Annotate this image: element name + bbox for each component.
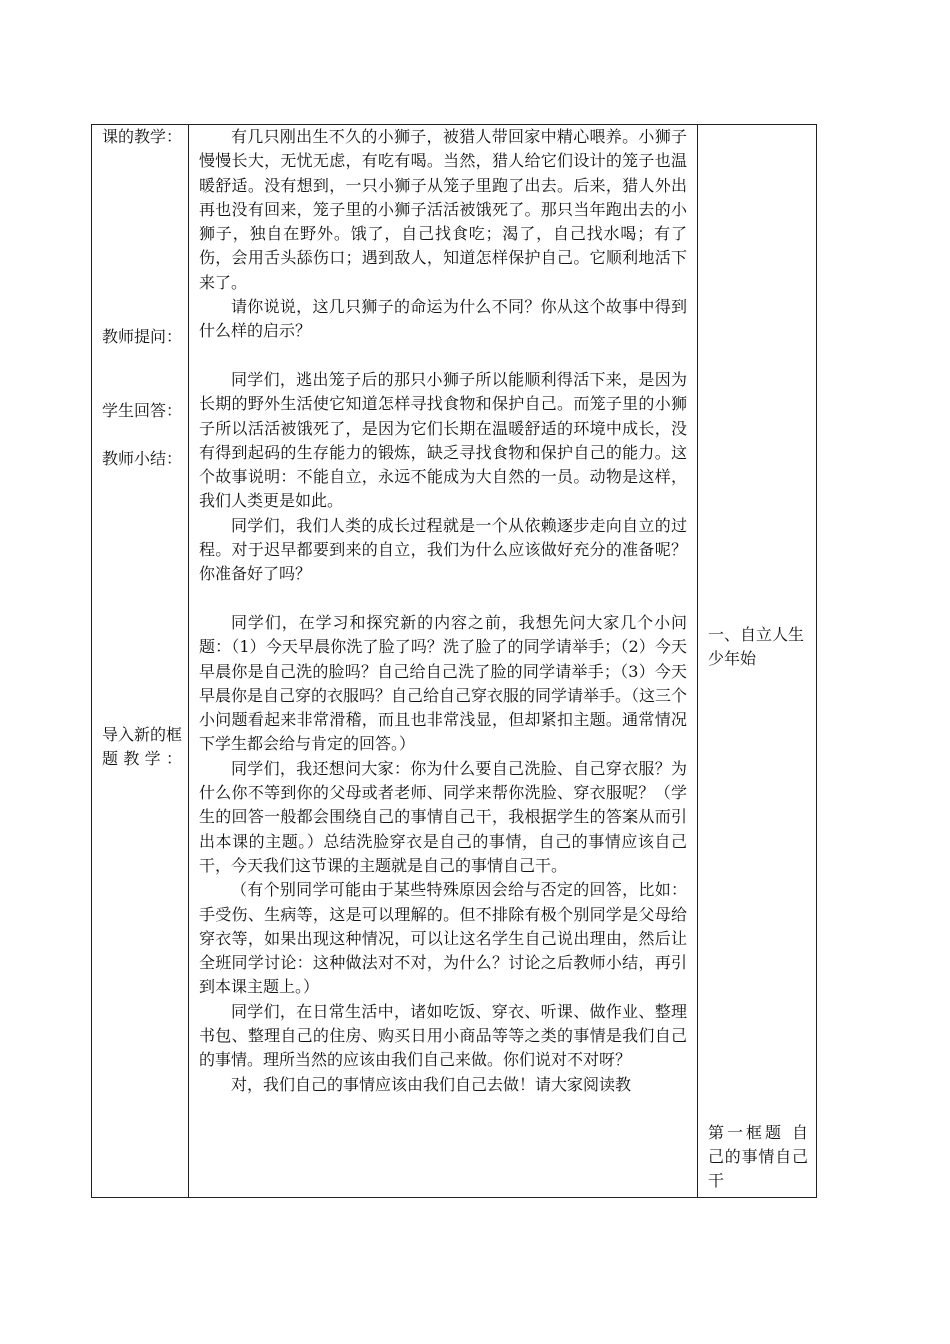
label-intro-frame-teaching: 导入新的框题教学：: [102, 725, 183, 768]
lesson-content: [199, 125, 687, 1097]
transition-paragraph: 同学们，我们人类的成长过程就是一个从依赖逐步走向自立的过程。对于迟早都要到来的自立，我们为什么应该做好充分的准备呢？你准备好了吗？: [199, 515, 687, 584]
summary-paragraph: 同学们，逃出笼子后的那只小狮子所以能顺利得活下来，是因为长期的野外生活使它知道怎样寻找食物和保护自己。而笼子里的小狮子所以活活被饿死了，是因为它们长期在温暖舒适的环境中成长，没有得到起码的生存能力的锻炼，缺乏寻找食物和保护自己的能力。这个故事说明：不能自立，永远不能成为大自然的一员。动物是这样，我们人类更是如此。: [199, 369, 687, 511]
label-lesson-teaching: 课的教学：: [102, 127, 183, 146]
label-column: [92, 125, 189, 1198]
intro-questions-paragraph: 同学们，在学习和探究新的内容之前，我想先问大家几个小问题：（1）今天早晨你洗了脸了吗？洗了脸了的同学请举手；（2）今天早晨你是自己洗的脸吗？自己给自己洗了脸的同学请举手；（3）今天早晨你是自己穿的衣服吗？自己给自己穿衣服的同学请举手。（这三个小问题看起来非常滑稽，而且也非常浅显，但却紧扣主题。通常情况下学生都会给与肯定的回答。）: [199, 612, 688, 754]
topic-column: [698, 125, 817, 1198]
note-paragraph: （有个别同学可能由于某些特殊原因会给与否定的回答，比如：手受伤、生病等，这是可以理解的。但不排除有极个别同学是父母给穿衣等，如果出现这种情况，可以让这名学生自己说出理由，然后让全班同学讨论：这种做法对不对，为什么？讨论之后教师小结，再引到本课主题上。）: [199, 880, 687, 997]
section-title: 一、自立人生少年始: [708, 625, 805, 668]
daily-life-paragraph: 同学们，在日常生活中，诸如吃饭、穿衣、听课、做作业、整理书包、整理自己的住房、购买日用小商品等等之类的事情是我们自己的事情。理所当然的应该由我们自己来做。你们说对不对呀？: [199, 1001, 687, 1070]
frame-title: 第一框题 自己的事情自己干: [708, 1123, 808, 1190]
content-column: [189, 125, 698, 1198]
follow-up-paragraph: 同学们，我还想问大家：你为什么要自己洗脸、自己穿衣服？为什么你不等到你的父母或者老师、同学来帮你洗脸、穿衣服呢？（学生的回答一般都会围绕自己的事情自己干，我根据学生的答案从而引出本课的主题。）总结洗脸穿衣是自己的事情，自己的事情应该自己干，今天我们这节课的主题就是自己的事情自己干。: [199, 758, 687, 875]
lesson-plan-table: [91, 124, 817, 1198]
closing-paragraph: 对，我们自己的事情应该由我们自己去做！请大家阅读教: [231, 1074, 632, 1094]
label-teacher-question: 教师提问：: [102, 327, 183, 346]
question-paragraph: 请你说说，这几只狮子的命运为什么不同？你从这个故事中得到什么样的启示？: [199, 297, 687, 341]
table-row: [92, 125, 817, 1198]
story-paragraph: 有几只刚出生不久的小狮子，被猎人带回家中精心喂养。小狮子慢慢长大，无忧无虑，有吃有喝。当然，猎人给它们设计的笼子也温暖舒适。没有想到，一只小狮子从笼子里跑了出去。后来，猎人外出再也没有回来，笼子里的小狮子活活被饿死了。那只当年跑出去的小狮子，独自在野外。饿了，自己找食吃；渴了，自己找水喝；有了伤，会用舌头舔伤口；遇到敌人，知道怎样保护自己。它顺利地活下来了。: [199, 127, 687, 292]
label-student-answer: 学生回答：: [102, 401, 183, 420]
label-teacher-summary: 教师小结：: [102, 449, 183, 468]
